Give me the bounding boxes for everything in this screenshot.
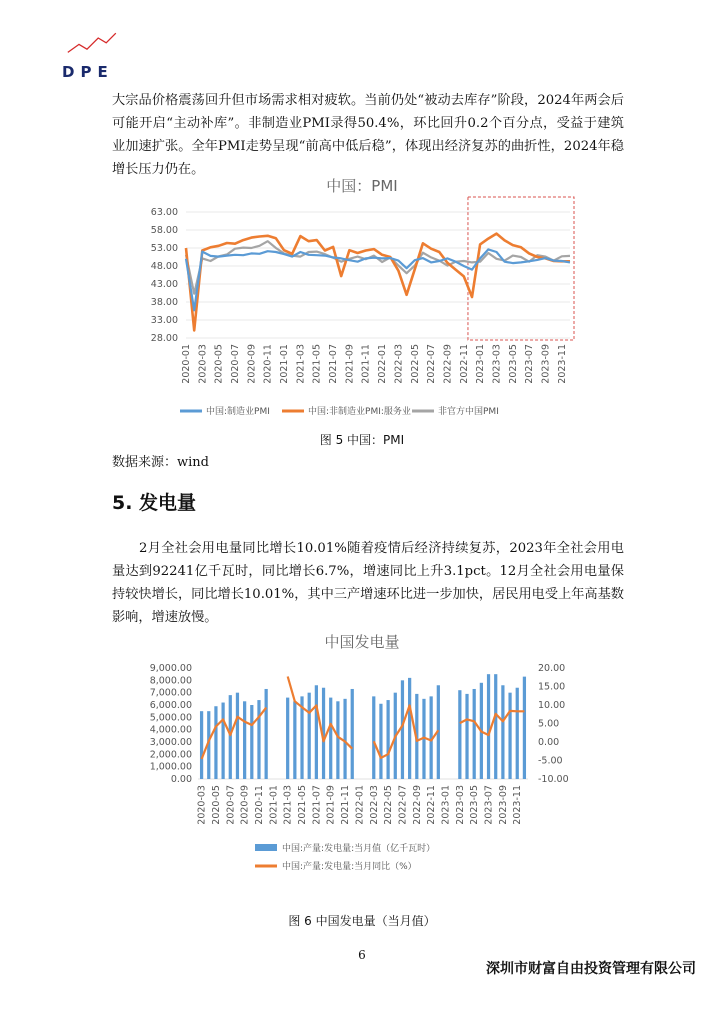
power-right-tick-label: 20.00 (538, 663, 566, 674)
pmi-x-tick-label: 2021-05 (311, 344, 323, 384)
footer-company: 深圳市财富自由投资管理有限公司 (486, 961, 696, 977)
pmi-y-tick-label: 38.00 (150, 297, 178, 308)
power-bar (243, 701, 246, 779)
power-x-tick-label: 2023-01 (440, 785, 452, 825)
pmi-x-tick-label: 2022-05 (409, 344, 421, 384)
power-bar (286, 698, 289, 779)
power-left-tick-label: 5,000.00 (149, 712, 192, 724)
power-chart-title: 中国发电量 (324, 633, 400, 651)
power-bar (394, 693, 397, 779)
power-bar (308, 693, 311, 779)
power-left-tick-label: 4,000.00 (149, 724, 192, 736)
pmi-x-tick-label: 2021-07 (328, 344, 340, 384)
pmi-y-tick-label: 48.00 (150, 261, 178, 272)
power-left-tick-label: 1,000.00 (149, 761, 192, 773)
power-bar (516, 688, 519, 779)
pmi-x-tick-label: 2023-01 (475, 344, 487, 384)
pmi-legend-label: 非官方中国PMI (438, 407, 499, 417)
power-right-tick-label: -5.00 (538, 755, 563, 767)
power-bar (422, 699, 425, 779)
pmi-series-line (186, 234, 570, 331)
power-bar (508, 693, 511, 779)
pmi-y-tick-label: 43.00 (150, 279, 178, 290)
pmi-x-tick-label: 2023-11 (556, 344, 568, 384)
power-right-tick-label: -10.00 (538, 774, 569, 785)
pmi-x-tick-label: 2020-09 (246, 344, 258, 384)
pmi-x-tick-label: 2023-03 (491, 344, 503, 384)
power-bar (372, 696, 375, 779)
power-bar (329, 698, 332, 779)
pmi-x-tick-label: 2021-11 (360, 344, 372, 384)
power-bar (465, 694, 468, 779)
paragraph-pmi: 大宗品价格震荡回升但市场需求相对疲软。当前仍处“被动去库存”阶段，2024年两会后可能开启“主动补库”。非制造业PMI录得50.4%，环比回升0.2个百分点，受益于建筑业加速扩张。全年PMI走势呈现“前高中低后稳”，体现出经济复苏的曲折性，2024年稳增长压力仍在。 (112, 93, 624, 177)
pmi-y-tick-label: 28.00 (150, 333, 178, 344)
pmi-y-tick-label: 58.00 (150, 225, 178, 236)
power-left-tick-label: 7,000.00 (149, 687, 192, 699)
power-left-tick-label: 3,000.00 (149, 737, 192, 748)
pmi-x-tick-label: 2021-09 (344, 344, 356, 384)
power-bar (494, 674, 497, 779)
power-left-tick-label: 9,000.00 (149, 663, 192, 674)
power-bar (265, 689, 268, 779)
power-left-tick-label: 8,000.00 (149, 675, 192, 687)
pmi-chart-title: 中国：PMI (326, 177, 398, 195)
power-bar (221, 703, 224, 779)
pmi-x-tick-label: 2022-03 (393, 344, 405, 384)
pmi-x-tick-label: 2023-05 (507, 344, 519, 384)
power-bar (437, 685, 440, 779)
power-legend-label-bar: 中国:产量:发电量:当月值（亿千瓦时） (282, 844, 436, 854)
power-right-tick-label: 5.00 (538, 718, 560, 730)
power-bar (408, 678, 411, 779)
power-x-tick-label: 2021-01 (268, 785, 280, 825)
power-bar (415, 694, 418, 779)
power-bar (207, 711, 210, 779)
pmi-x-tick-label: 2020-01 (181, 344, 192, 384)
power-x-tick-label: 2023-03 (454, 785, 466, 825)
power-bar (200, 711, 203, 779)
power-x-tick-label: 2021-11 (340, 785, 352, 825)
pmi-y-tick-label: 53.00 (150, 243, 178, 254)
figure6-caption: 图 6 中国发电量（当月值） (288, 914, 436, 928)
power-right-tick-label: 0.00 (538, 737, 560, 748)
figure5-caption: 图 5 中国：PMI (319, 433, 405, 447)
power-left-tick-label: 6,000.00 (149, 700, 192, 711)
power-x-tick-label: 2021-07 (311, 785, 323, 825)
power-bar (501, 685, 504, 779)
pmi-legend-label: 中国:非制造业PMI:服务业 (308, 407, 411, 417)
power-bar (336, 701, 339, 779)
pmi-x-tick-label: 2021-01 (279, 344, 291, 384)
pmi-legend-label: 中国:制造业PMI (206, 407, 270, 417)
power-x-tick-label: 2022-09 (411, 785, 423, 825)
pmi-y-tick-label: 63.00 (150, 207, 178, 218)
pmi-x-tick-label: 2023-09 (540, 344, 552, 384)
power-legend-swatch-bar (255, 844, 277, 851)
power-bar (379, 704, 382, 779)
pmi-x-tick-label: 2022-09 (442, 344, 454, 384)
power-x-tick-label: 2021-05 (297, 785, 309, 825)
power-x-tick-label: 2023-07 (483, 785, 495, 825)
pmi-x-tick-label: 2021-03 (295, 344, 307, 384)
power-bar (401, 680, 404, 779)
power-bar (293, 701, 296, 779)
power-bar (250, 705, 253, 779)
power-right-tick-label: 10.00 (538, 700, 566, 711)
power-left-tick-label: 0.00 (170, 774, 192, 785)
power-bar (236, 693, 239, 779)
power-bar (229, 695, 232, 779)
power-bar (322, 688, 325, 779)
pmi-x-tick-label: 2022-07 (426, 344, 438, 384)
power-bar (487, 674, 490, 779)
power-bar (430, 696, 433, 779)
power-bar (343, 699, 346, 779)
power-x-tick-label: 2022-11 (426, 785, 438, 825)
logo-text: DPE (62, 63, 114, 81)
power-bar (523, 677, 526, 779)
power-bar (386, 700, 389, 779)
power-x-tick-label: 2020-07 (225, 785, 237, 825)
power-bar (458, 690, 461, 779)
power-x-tick-label: 2022-07 (397, 785, 409, 825)
pmi-y-tick-label: 33.00 (150, 315, 178, 326)
pmi-x-tick-label: 2020-11 (262, 344, 274, 384)
section5-title: 5. 发电量 (112, 492, 197, 514)
pmi-series-line (186, 241, 570, 294)
pmi-x-tick-label: 2022-11 (458, 344, 470, 384)
power-x-tick-label: 2022-05 (383, 785, 395, 825)
power-x-tick-label: 2023-11 (512, 785, 524, 825)
power-bar (315, 685, 318, 779)
power-x-tick-label: 2020-09 (239, 785, 251, 825)
pmi-x-tick-label: 2020-07 (230, 344, 242, 384)
power-x-tick-label: 2023-05 (469, 785, 481, 825)
power-left-tick-label: 2,000.00 (149, 749, 192, 761)
power-x-tick-label: 2020-03 (196, 785, 208, 825)
power-x-tick-label: 2022-03 (368, 785, 380, 825)
power-bar (351, 689, 354, 779)
power-yoy-line (202, 677, 525, 760)
page-number: 6 (358, 948, 366, 962)
power-x-tick-label: 2021-09 (325, 785, 337, 825)
power-bar (257, 700, 260, 779)
paragraph-power: 2月全社会用电量同比增长10.01%随着疫情后经济持续复苏，2023年全社会用电量达到92241亿千瓦时，同比增长6.7%，增速同比上升3.1pct。12月全社会用电量保持较快增长，同比增长10.01%，其中三产增速环比进一步加快，居民用电受上年高基数影响，增速放慢。 (112, 541, 624, 625)
power-x-tick-label: 2022-01 (354, 785, 366, 825)
power-bar (300, 696, 303, 779)
pmi-x-tick-label: 2022-01 (377, 344, 389, 384)
power-x-tick-label: 2021-03 (282, 785, 294, 825)
power-x-tick-label: 2020-11 (253, 785, 265, 825)
pmi-x-tick-label: 2020-03 (197, 344, 209, 384)
power-right-tick-label: 15.00 (538, 681, 566, 693)
power-x-tick-label: 2023-09 (497, 785, 509, 825)
source-note: 数据来源：wind (112, 455, 209, 470)
pmi-x-tick-label: 2023-07 (524, 344, 536, 384)
power-bar (480, 683, 483, 779)
power-bar (214, 706, 217, 779)
power-bar (473, 689, 476, 779)
pmi-x-tick-label: 2020-05 (213, 344, 225, 384)
power-legend-label-line: 中国:产量:发电量:当月同比（%） (282, 862, 417, 872)
pmi-series-line (186, 249, 570, 310)
power-x-tick-label: 2020-05 (210, 785, 222, 825)
pmi-highlight-box (468, 197, 574, 340)
